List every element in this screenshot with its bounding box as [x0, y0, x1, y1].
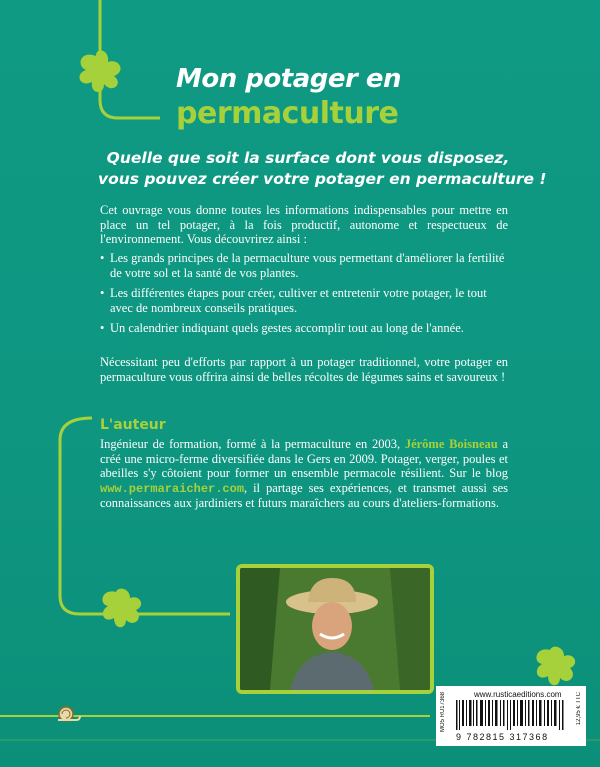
- snail-icon: [58, 707, 80, 721]
- author-photo-image: [240, 568, 430, 690]
- blog-link[interactable]: www.permaraicher.com: [100, 481, 245, 496]
- tagline: [98, 148, 547, 190]
- tagline-line-1: Quelle que soit la surface dont vous disposez,: [106, 149, 510, 167]
- publisher-website: www.rusticaeditions.com: [474, 690, 562, 699]
- barcode-icon: [456, 700, 564, 730]
- author-photo: [236, 564, 434, 694]
- list-item: • Les grands principes de la permaculture vous permettant d'améliorer la fertilité de votre sol et la santé de vos plantes.: [100, 251, 508, 280]
- leaf-icon: [536, 647, 575, 686]
- author-heading: L'auteur: [100, 417, 166, 433]
- price-label: 12,95 € TTC: [576, 692, 582, 726]
- product-code: MO5 RU17368: [440, 692, 446, 733]
- leaf-icon: [102, 589, 141, 628]
- author-name: Jérôme Boisneau: [404, 437, 498, 451]
- isbn-number: 9 782815 317368: [456, 732, 549, 742]
- conclusion-paragraph: Nécessitant peu d'efforts par rapport à un potager traditionnel, votre potager en permaculture vous offrira ainsi de belles récoltes de légumes sains et savoureux !: [100, 355, 508, 384]
- title-line-2: permaculture: [176, 96, 399, 131]
- barcode-box: [436, 686, 586, 746]
- bio-text: a créé une micro-ferme diversifiée dans le Gers en 2009. Potager, verger, poules et abeilles s'y côtoient pour former un ensemble permacole résilient. Sur le blog: [100, 437, 509, 481]
- bio-text: , il partage ses expériences, et transmet aussi ses connaissances aux jardiniers et futurs maraîchers au cours d'ateliers-formations.: [100, 480, 508, 511]
- intro-paragraph: Cet ouvrage vous donne toutes les informations indispensables pour mettre en place un tel potager, à la fois productif, autonome et respectueux de l'environnement. Vous découvrirez ainsi :: [100, 203, 508, 247]
- author-bio: [100, 437, 508, 511]
- list-item: • Les différentes étapes pour créer, cultiver et entretenir votre potager, le tout avec de nombreux conseils pratiques.: [100, 286, 508, 315]
- leaf-icon: [79, 50, 120, 92]
- tagline-line-2: vous pouvez créer votre potager en permaculture !: [98, 170, 547, 188]
- bio-text: Ingénieur de formation, formé à la permaculture en 2003,: [100, 437, 401, 451]
- title-line-1: Mon potager en: [176, 64, 402, 94]
- list-item: • Un calendrier indiquant quels gestes accomplir tout au long de l'année.: [100, 321, 508, 336]
- bullet-list: [100, 251, 508, 342]
